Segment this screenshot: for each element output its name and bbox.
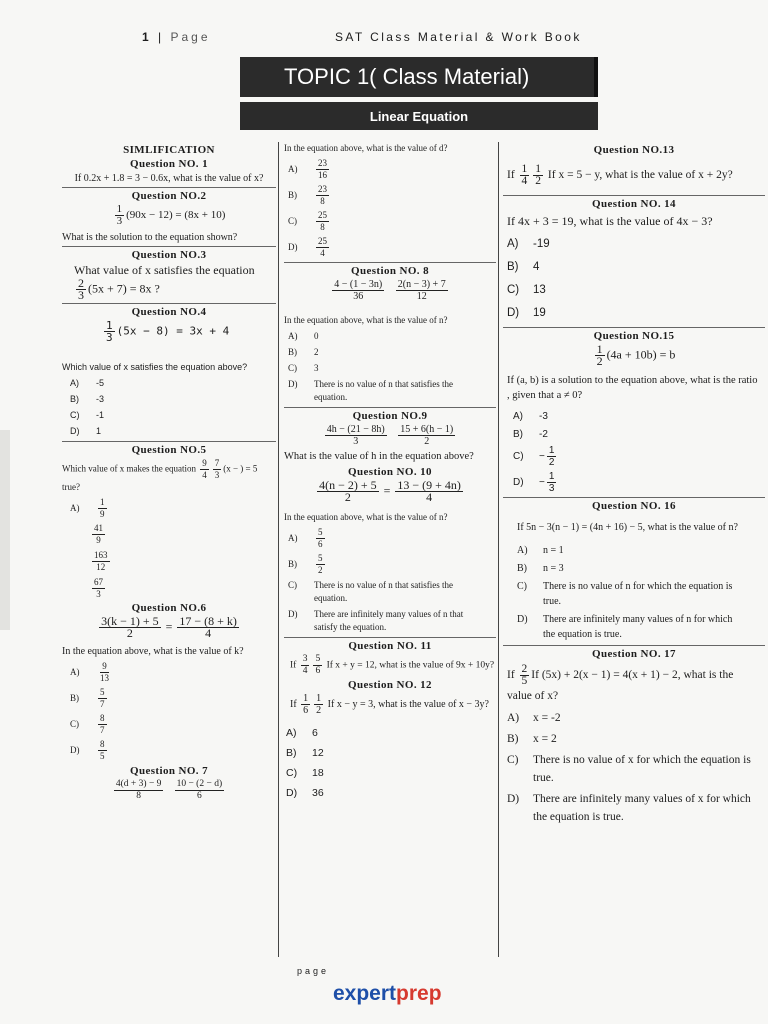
question-title: Question NO. 14: [503, 195, 765, 210]
option[interactable]: D) 1: [70, 426, 102, 436]
option[interactable]: C) 3: [288, 363, 319, 373]
option[interactable]: C) There is no value of n for which the equation is true.: [517, 581, 733, 607]
question-text: If 5n − 3(n − 1) = (4n + 16) − 5, what is the value of n?: [517, 522, 738, 533]
column-divider: [498, 142, 499, 957]
option[interactable]: A) -19: [507, 238, 550, 250]
question-text: If $\frac{1}{6}$ $\frac{1}{2}$ If x − y = 3, what is the value of x − 3y?: [290, 693, 489, 716]
topic-banner: TOPIC 1( Class Material): [240, 57, 598, 97]
question-text: Which value of x makes the equation $\frac{9}{4}$ $\frac{7}{3}$ (x − ) = 5: [62, 458, 258, 480]
document-title: SAT Class Material & Work Book: [335, 30, 582, 44]
column-2: [284, 142, 496, 806]
option[interactable]: B) $\frac{5}{7}$: [70, 687, 105, 709]
question-title: Question NO. 1: [129, 158, 209, 170]
option[interactable]: B) n = 3: [517, 563, 564, 574]
question-title: Question NO.3: [62, 246, 276, 261]
options: [507, 709, 765, 826]
option[interactable]: C) $\frac{8}{7}$: [70, 713, 105, 735]
question-title: Question NO.6: [131, 602, 207, 614]
question-title: Question NO.4: [62, 303, 276, 318]
page-header: [0, 30, 768, 48]
option[interactable]: $\frac{67}{3}$: [94, 577, 103, 599]
equation: $\frac{1}{3}$ (90x − 12) = (8x + 10): [116, 203, 226, 227]
equation: $\frac{4(n - 2) + 5}{2}$ = $\frac{13 - (9 + 4n)}{4}$: [319, 478, 461, 504]
option[interactable]: C) − $\frac{1}{2}$: [513, 445, 555, 468]
question-title: Question NO. 7: [129, 765, 209, 777]
options: [288, 330, 496, 404]
question-text: In the equation above, what is the value of n?: [284, 315, 448, 325]
question-title: Question NO. 17: [503, 645, 765, 660]
options: [70, 661, 276, 762]
question-text: If 0.2x + 1.8 = 3 − 0.6x, what is the value of x?: [74, 173, 264, 184]
option[interactable]: D) There is no value of n that satisfies the equation.: [288, 379, 453, 402]
equation: $\frac{2}{3}$ (5x + 7) = 8x ?: [78, 276, 160, 302]
option[interactable]: B) -2: [513, 429, 548, 440]
option[interactable]: A) $\frac{9}{13}$: [70, 661, 109, 683]
question-text: If $\frac{1}{4}$ $\frac{1}{2}$ If x = 5 − y, what is the value of x + 2y?: [507, 163, 733, 187]
equation: $\frac{4(d + 3) - 9}{8}$ $\frac{10 - (2 - d)}{6}$: [115, 779, 223, 801]
option[interactable]: B) $\frac{5}{2}$: [288, 553, 323, 575]
option[interactable]: A) 0: [288, 331, 319, 341]
page-number: 1 | Page: [142, 30, 211, 44]
option[interactable]: A) 6: [286, 727, 318, 739]
question-text: In the equation above, what is the value of k?: [62, 646, 244, 657]
equation: $\frac{1}{2}$ (4a + 10b) = b: [596, 342, 676, 368]
option[interactable]: $\frac{163}{12}$: [94, 550, 108, 572]
options: [517, 543, 765, 642]
question-title: Question NO. 16: [503, 497, 765, 512]
options: [286, 726, 496, 801]
question-text: true?: [62, 482, 80, 492]
option[interactable]: A) -5: [70, 378, 105, 388]
equation: $\frac{4 - (1 - 3n)}{36}$ $\frac{2(n - 3) + 7}{12}$: [334, 279, 446, 302]
option[interactable]: A) $\frac{1}{9}$: [70, 497, 105, 519]
question-title: Question NO.5: [62, 441, 276, 456]
option[interactable]: A) -3: [513, 411, 548, 422]
option[interactable]: C) $\frac{25}{8}$: [288, 210, 327, 232]
option[interactable]: B) -3: [70, 394, 105, 404]
options: [507, 235, 765, 322]
question-title: Question NO. 12: [348, 679, 432, 691]
option[interactable]: C) 18: [286, 767, 324, 779]
option[interactable]: D) There are infinitely many values of n for which the equation is true.: [517, 614, 733, 640]
option[interactable]: A) n = 1: [517, 545, 564, 556]
options: [288, 158, 496, 259]
question-text: If $\frac{2}{5}$ If (5x) + 2(x − 1) = 4(x + 1) − 2, what is the value of x?: [507, 663, 734, 702]
question-text: What value of x satisfies the equation: [74, 263, 255, 277]
question-title: Question NO.2: [62, 187, 276, 202]
question-text: If $\frac{3}{4}$ $\frac{5}{6}$ If x + y = 12, what is the value of 9x + 10y?: [290, 654, 495, 676]
option[interactable]: D) − $\frac{1}{3}$: [513, 471, 555, 494]
option[interactable]: C) 13: [507, 284, 546, 296]
option[interactable]: B) $\frac{23}{8}$: [288, 184, 327, 206]
column-3: [503, 142, 765, 829]
question-text: In the equation above, what is the value of d?: [284, 143, 448, 153]
option[interactable]: B) x = 2: [507, 733, 557, 745]
option[interactable]: A) x = -2: [507, 712, 561, 724]
question-title: Question NO.9: [284, 407, 496, 422]
section-heading: SIMLIFICATION: [123, 144, 215, 156]
question-text: In the equation above, what is the value of n?: [284, 512, 448, 522]
column-divider: [278, 142, 279, 957]
option[interactable]: B) 12: [286, 747, 324, 759]
options: [288, 527, 496, 634]
column-1: [62, 142, 276, 804]
options: [70, 497, 276, 600]
option[interactable]: D) 19: [507, 307, 546, 319]
options: [70, 377, 276, 438]
section-banner: Linear Equation: [240, 102, 598, 130]
option[interactable]: A) $\frac{5}{6}$: [288, 527, 323, 549]
question-text: If 4x + 3 = 19, what is the value of 4x − 3?: [507, 214, 713, 228]
option[interactable]: C) There is no value of n that satisfies the equation.: [288, 580, 453, 603]
equation: $\frac{4h - (21 - 8h)}{3}$ $\frac{15 + 6(h - 1)}{2}$: [326, 424, 454, 447]
question-title: Question NO. 11: [284, 637, 496, 652]
footer-page-label: page: [297, 966, 330, 976]
option[interactable]: D) $\frac{25}{4}$: [288, 236, 327, 258]
option[interactable]: C) There is no value of x for which the equation is true.: [507, 754, 751, 784]
option[interactable]: D) 36: [286, 787, 324, 799]
question-title: Question NO. 8: [284, 262, 496, 277]
option[interactable]: B) 2: [288, 347, 319, 357]
brand-logo: expertprep: [333, 982, 442, 1005]
question-text: If (a, b) is a solution to the equation above, what is the ratio , given that a ≠ 0?: [507, 375, 758, 401]
option[interactable]: A) $\frac{23}{16}$: [288, 158, 327, 180]
option[interactable]: D) There are infinitely many values of n that satisfy the equation.: [288, 609, 464, 632]
option[interactable]: C) -1: [70, 410, 105, 420]
equation: $\frac{3(k - 1) + 5}{2}$ = $\frac{17 - (8 + k)}{4}$: [101, 614, 237, 640]
question-text: Which value of x satisfies the equation above?: [62, 362, 248, 372]
option[interactable]: B) 4: [507, 261, 540, 273]
option[interactable]: D) $\frac{8}{5}$: [70, 739, 105, 761]
equation: $\frac{1}{3}$ (5x − 8) = 3x + 4: [106, 319, 230, 344]
question-title: Question NO.15: [503, 327, 765, 342]
option[interactable]: $\frac{41}{9}$: [94, 523, 103, 545]
options: [513, 409, 765, 494]
option[interactable]: D) There are infinitely many values of x for which the equation is true.: [507, 793, 751, 823]
question-title: Question NO.13: [593, 144, 675, 156]
question-text: What is the value of h in the equation above?: [284, 451, 474, 462]
question-title: Question NO. 10: [348, 466, 432, 478]
question-text: What is the solution to the equation shown?: [62, 232, 238, 243]
scan-shadow: [0, 430, 10, 630]
